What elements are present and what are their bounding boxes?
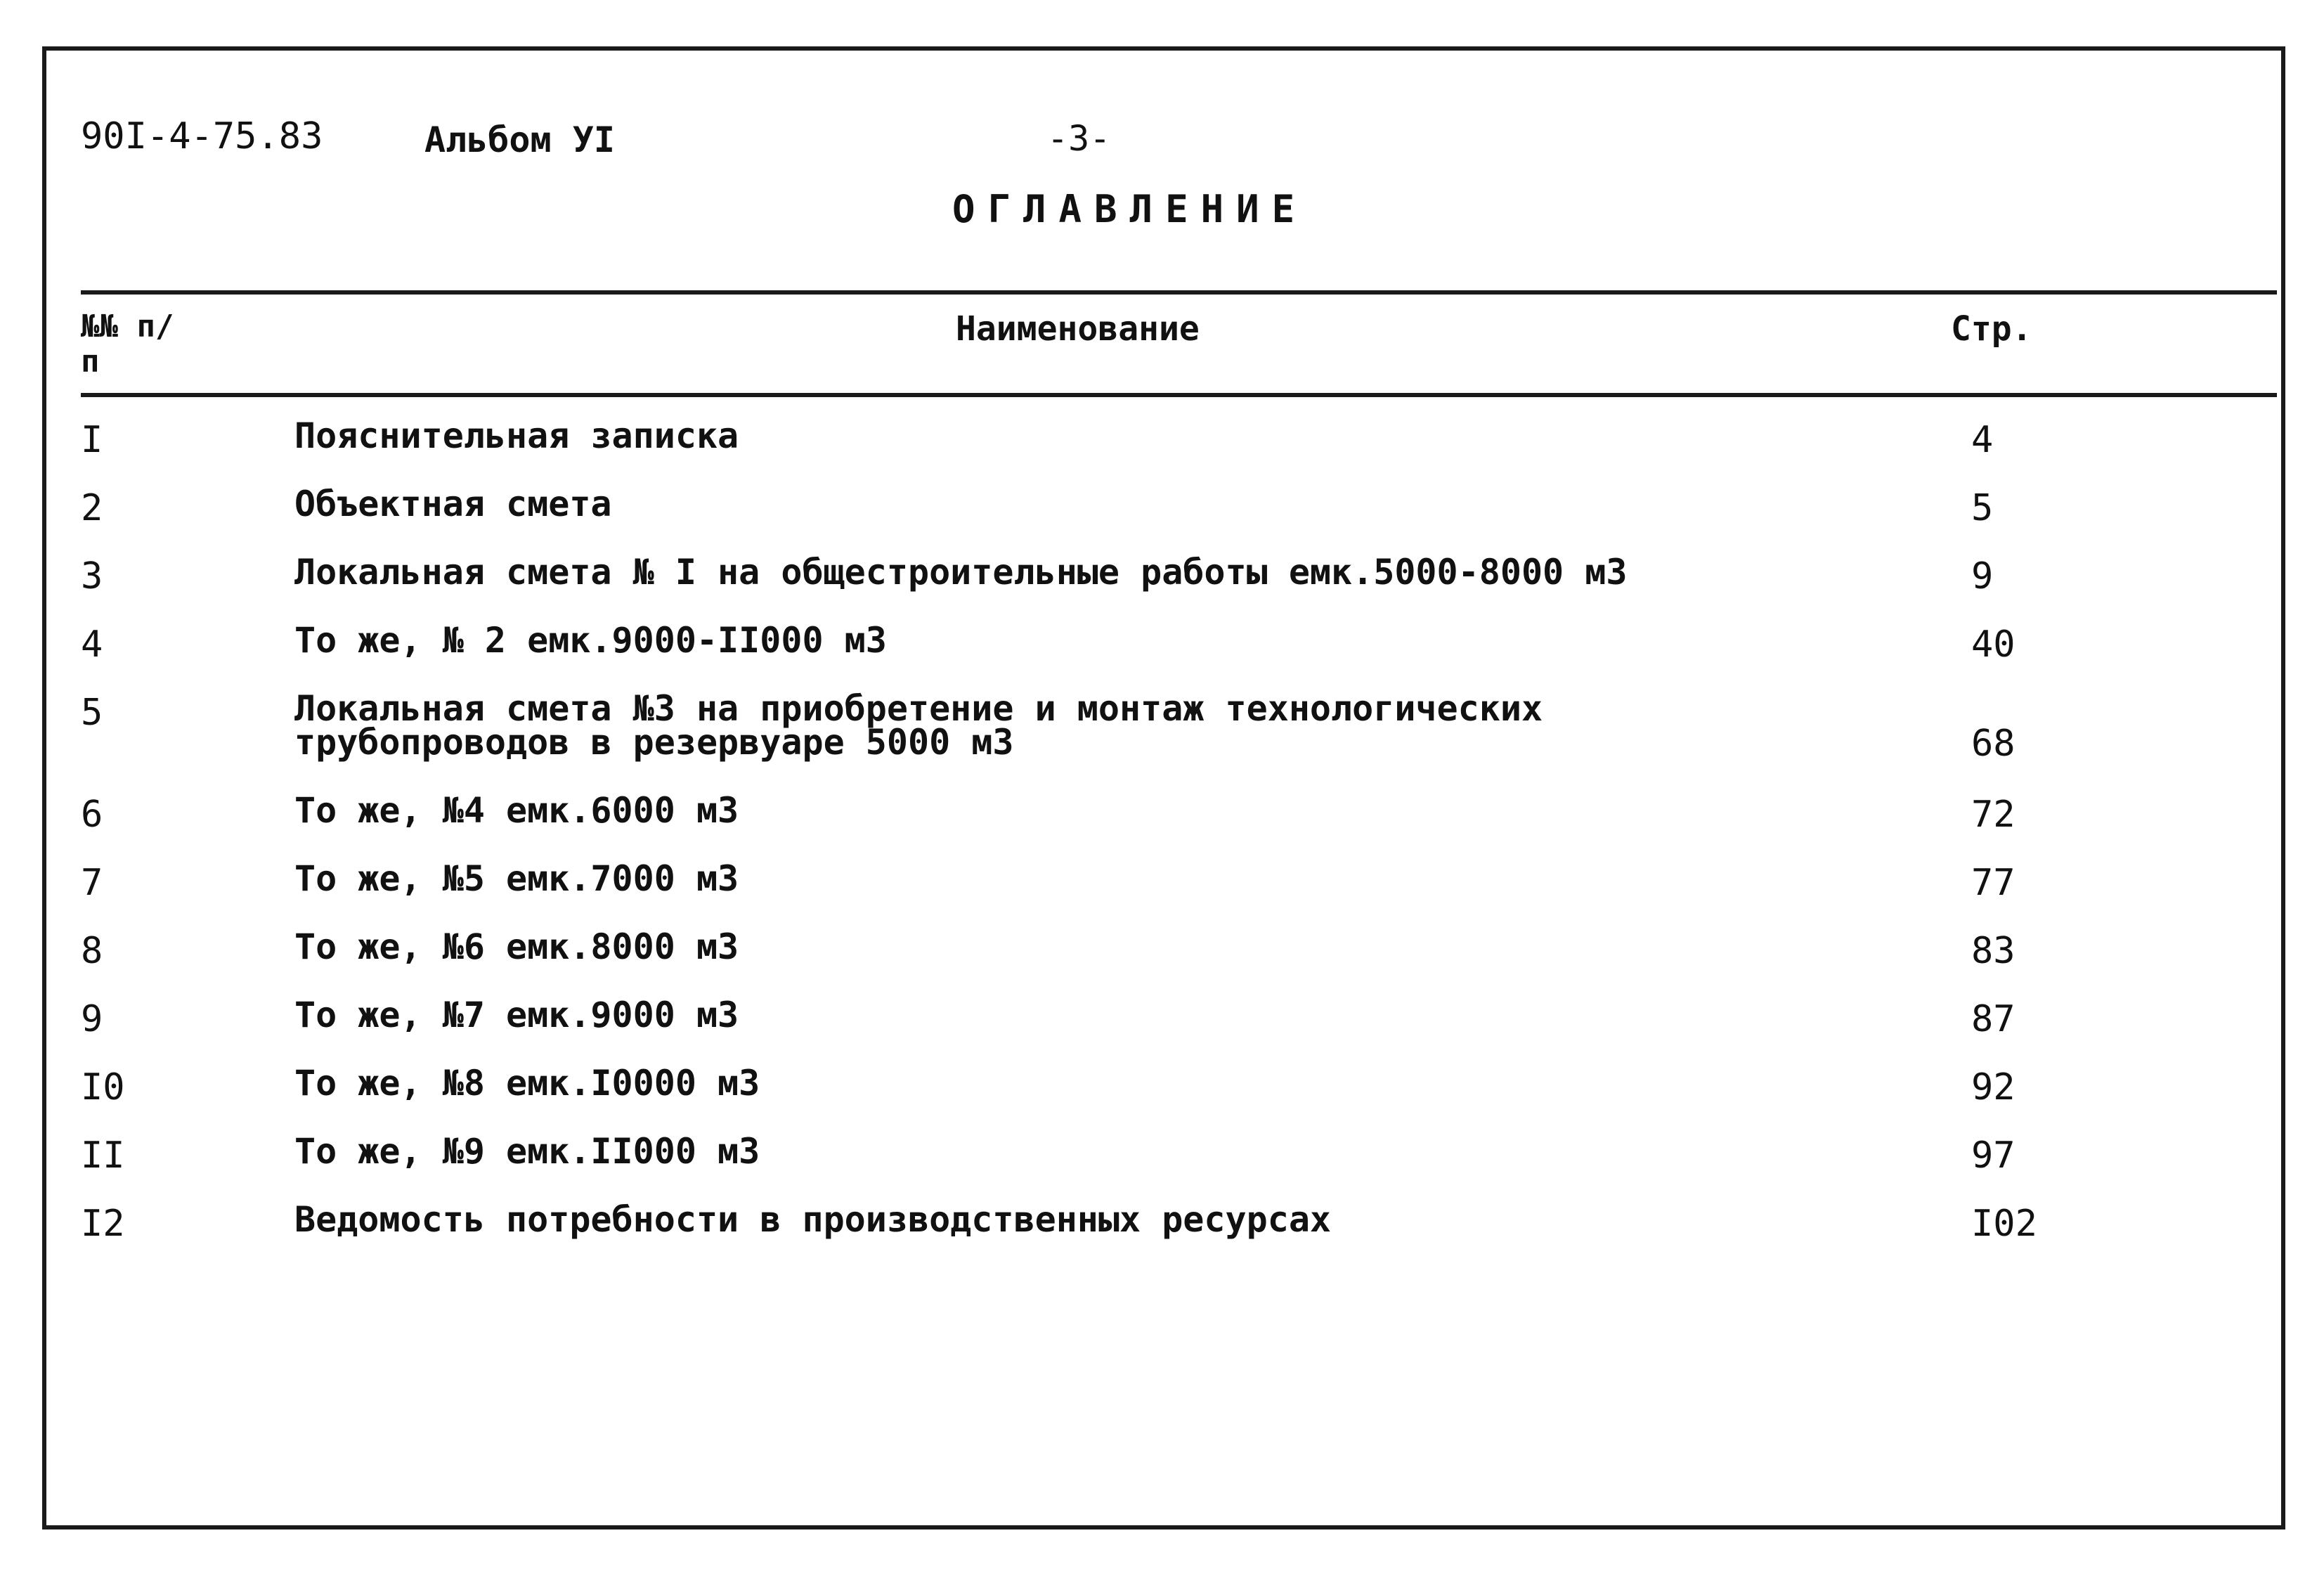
toc-row-name: Пояснительная записка bbox=[294, 415, 739, 456]
toc-row bbox=[81, 415, 2259, 487]
toc-row-number: 3 bbox=[81, 555, 103, 597]
toc-row-page: 83 bbox=[1971, 930, 2015, 972]
toc-row-page: 97 bbox=[1971, 1134, 2015, 1177]
column-header-page: Стр. bbox=[1951, 309, 2032, 349]
toc-row-number: 9 bbox=[81, 998, 103, 1040]
column-header-name: Наименование bbox=[956, 309, 1200, 349]
toc-row bbox=[81, 1199, 2259, 1271]
toc-row-number: 5 bbox=[81, 692, 103, 734]
toc-row bbox=[81, 1063, 2259, 1134]
toc-row-page: 92 bbox=[1971, 1066, 2015, 1108]
toc-row bbox=[81, 926, 2259, 998]
toc-row-name: То же, №5 емк.7000 м3 bbox=[294, 858, 739, 899]
toc-row-number: 7 bbox=[81, 862, 103, 904]
toc-row bbox=[81, 1131, 2259, 1203]
toc-row bbox=[81, 995, 2259, 1066]
toc-row-number: II bbox=[81, 1134, 125, 1177]
toc-row bbox=[81, 688, 2259, 794]
toc-row-page: 40 bbox=[1971, 623, 2015, 666]
toc-row-page: 68 bbox=[1971, 723, 2015, 765]
toc-row-name: То же, №9 емк.II000 м3 bbox=[294, 1131, 760, 1172]
toc-row-name: Ведомость потребности в производственных ресурсах bbox=[294, 1199, 1332, 1240]
toc-row-name: То же, №4 емк.6000 м3 bbox=[294, 790, 739, 831]
toc-row-name: Объектная смета bbox=[294, 484, 612, 524]
toc-row bbox=[81, 790, 2259, 862]
toc-row-name: То же, №6 емк.8000 м3 bbox=[294, 926, 739, 967]
toc-row bbox=[81, 858, 2259, 930]
toc-row-page: 5 bbox=[1971, 487, 1994, 529]
toc-row-number: I bbox=[81, 419, 103, 461]
toc-row-name: То же, № 2 емк.9000-II000 м3 bbox=[294, 620, 887, 661]
page-number: -3- bbox=[1047, 118, 1111, 159]
toc-row-name: Локальная смета №3 на приобретение и монтаж технологических трубопроводов в резервуаре 5000 м3 bbox=[294, 688, 1543, 763]
toc-row-page: I02 bbox=[1971, 1203, 2037, 1245]
header-bottom-rule bbox=[81, 393, 2277, 397]
toc-row-page: 9 bbox=[1971, 555, 1994, 597]
page-title: ОГЛАВЛЕНИЕ bbox=[952, 187, 1308, 231]
toc-row bbox=[81, 484, 2259, 555]
toc-row-page: 87 bbox=[1971, 998, 2015, 1040]
document-code: 90I-4-75.83 bbox=[81, 115, 323, 157]
toc-list bbox=[81, 415, 2259, 1271]
header-top-rule bbox=[81, 290, 2277, 295]
toc-row-name: То же, №7 емк.9000 м3 bbox=[294, 995, 739, 1035]
toc-row-number: I2 bbox=[81, 1203, 125, 1245]
toc-row bbox=[81, 552, 2259, 623]
column-header-number: №№ п/п bbox=[81, 309, 174, 380]
toc-row-number: I0 bbox=[81, 1066, 125, 1108]
toc-row-name: Локальная смета № I на общестроительные работы емк.5000-8000 м3 bbox=[294, 552, 1628, 593]
album-label: Альбом УI bbox=[424, 119, 615, 160]
toc-row-number: 2 bbox=[81, 487, 103, 529]
toc-row-page: 77 bbox=[1971, 862, 2015, 904]
toc-row-page: 4 bbox=[1971, 419, 1994, 461]
toc-row bbox=[81, 620, 2259, 692]
toc-row-number: 8 bbox=[81, 930, 103, 972]
toc-row-number: 4 bbox=[81, 623, 103, 666]
toc-row-page: 72 bbox=[1971, 794, 2015, 836]
toc-row-name: То же, №8 емк.I0000 м3 bbox=[294, 1063, 760, 1104]
toc-row-number: 6 bbox=[81, 794, 103, 836]
